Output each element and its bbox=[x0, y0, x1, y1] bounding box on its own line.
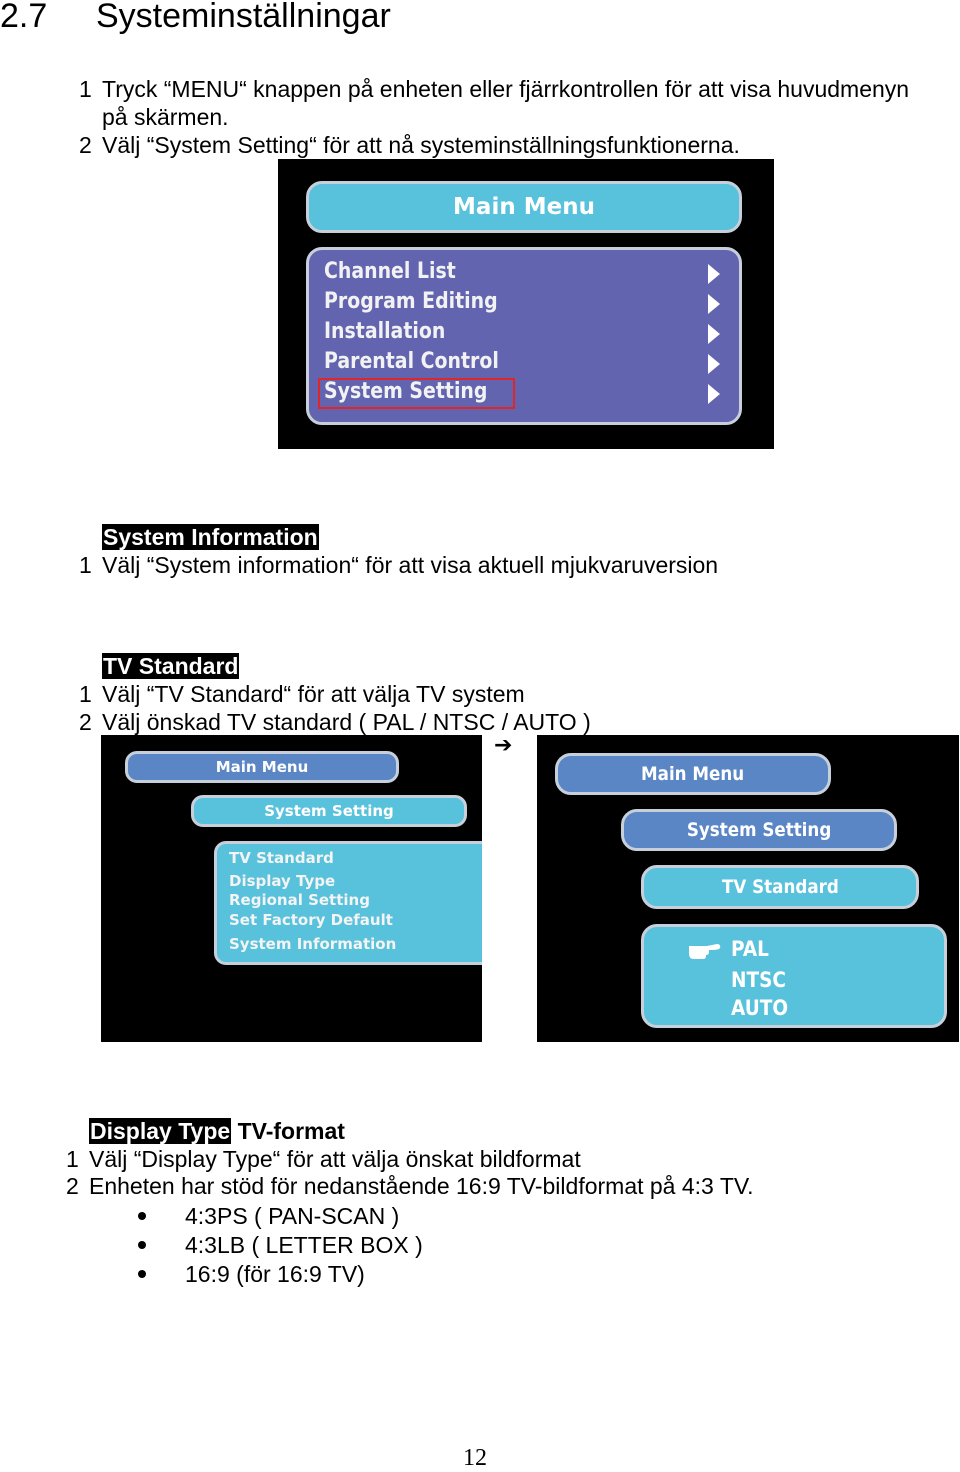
display-type-heading-suffix: TV-format bbox=[237, 1118, 345, 1144]
main-menu-item-installation: Installation bbox=[324, 319, 446, 344]
system-information-heading: System Information bbox=[103, 524, 318, 550]
tv-standard-step-2: Välj önskad TV standard ( PAL / NTSC / AUTO ) bbox=[102, 709, 591, 735]
intro-step-1-line-2: på skärmen. bbox=[102, 104, 229, 130]
main-menu-title-bar bbox=[306, 181, 742, 233]
system-setting-item-display-type: Display Type bbox=[229, 872, 336, 890]
tv-standard-shot-title: Main Menu bbox=[641, 763, 745, 785]
tv-option-pal: PAL bbox=[731, 937, 769, 961]
highlight-box bbox=[318, 378, 515, 409]
bullet-icon bbox=[138, 1241, 146, 1249]
main-menu-screenshot bbox=[278, 159, 774, 449]
system-setting-item-regional-setting: Regional Setting bbox=[229, 891, 370, 909]
bullet-icon bbox=[138, 1270, 146, 1278]
tv-standard-shot-submenu-bar bbox=[641, 865, 919, 909]
submenu-arrow-icon bbox=[708, 294, 720, 314]
right-arrow-icon: ➔ bbox=[494, 733, 513, 758]
tv-standard-screenshot bbox=[537, 735, 959, 1042]
system-setting-shot-title: Main Menu bbox=[215, 758, 309, 776]
display-type-step-2-number: 2 bbox=[66, 1173, 79, 1199]
tv-option-ntsc: NTSC bbox=[731, 968, 786, 992]
submenu-arrow-icon bbox=[708, 264, 720, 284]
main-menu-item-program-editing: Program Editing bbox=[324, 289, 498, 314]
system-setting-shot-title-bar bbox=[125, 751, 399, 783]
section-number: 2.7 bbox=[0, 0, 48, 35]
display-type-step-1-number: 1 bbox=[66, 1146, 79, 1172]
main-menu-item-parental-control: Parental Control bbox=[324, 349, 499, 374]
system-setting-item-tv-standard: TV Standard bbox=[229, 849, 334, 867]
tv-option-auto: AUTO bbox=[731, 996, 789, 1020]
main-menu-item-channel-list: Channel List bbox=[324, 259, 456, 284]
submenu-arrow-icon bbox=[708, 354, 720, 374]
tv-standard-shot-subtitle: System Setting bbox=[686, 819, 832, 841]
bullet-icon bbox=[138, 1212, 146, 1220]
page-number: 12 bbox=[463, 1445, 487, 1471]
intro-step-2-number: 2 bbox=[79, 132, 92, 158]
system-information-step-1-number: 1 bbox=[79, 552, 92, 578]
display-format-item: 4:3PS ( PAN-SCAN ) bbox=[185, 1203, 400, 1229]
system-setting-shot-subtitle-bar bbox=[191, 795, 467, 827]
intro-step-1-line-1: Tryck “MENU“ knappen på enheten eller fjärrkontrollen för att visa huvudmenyn bbox=[102, 76, 910, 102]
intro-step-2-text: Välj “System Setting“ för att nå systeminställningsfunktionerna. bbox=[102, 132, 740, 158]
display-type-step-1: Välj “Display Type“ för att välja önskat bildformat bbox=[89, 1146, 581, 1172]
system-setting-item-set-factory-default: Set Factory Default bbox=[229, 911, 393, 929]
tv-standard-step-1-number: 1 bbox=[79, 681, 92, 707]
section-title: Systeminställningar bbox=[96, 0, 391, 35]
main-menu-item-system-setting: System Setting bbox=[324, 379, 488, 404]
tv-standard-step-2-number: 2 bbox=[79, 709, 92, 735]
display-type-heading: Display Type TV-format bbox=[90, 1118, 345, 1144]
system-information-step-1: Välj “System information“ för att visa aktuell mjukvaruversion bbox=[102, 552, 719, 578]
hand-pointer-icon bbox=[687, 938, 721, 960]
system-setting-shot-subtitle: System Setting bbox=[264, 802, 394, 820]
main-menu-title: Main Menu bbox=[453, 194, 595, 220]
display-format-item: 16:9 (för 16:9 TV) bbox=[185, 1261, 365, 1287]
intro-step-1-number: 1 bbox=[79, 76, 92, 102]
tv-standard-shot-submenu: TV Standard bbox=[721, 876, 839, 898]
display-type-step-2: Enheten har stöd för nedanstående 16:9 TV-bildformat på 4:3 TV. bbox=[89, 1173, 754, 1199]
submenu-arrow-icon bbox=[708, 384, 720, 404]
system-setting-screenshot bbox=[101, 735, 482, 1042]
display-format-item: 4:3LB ( LETTER BOX ) bbox=[185, 1232, 423, 1258]
tv-standard-shot-subtitle-bar bbox=[621, 809, 897, 851]
tv-standard-step-1: Välj “TV Standard“ för att välja TV system bbox=[102, 681, 525, 707]
tv-standard-shot-title-bar bbox=[555, 753, 831, 795]
tv-standard-heading: TV Standard bbox=[103, 653, 239, 679]
system-setting-item-system-information: System Information bbox=[229, 935, 397, 953]
submenu-arrow-icon bbox=[708, 324, 720, 344]
